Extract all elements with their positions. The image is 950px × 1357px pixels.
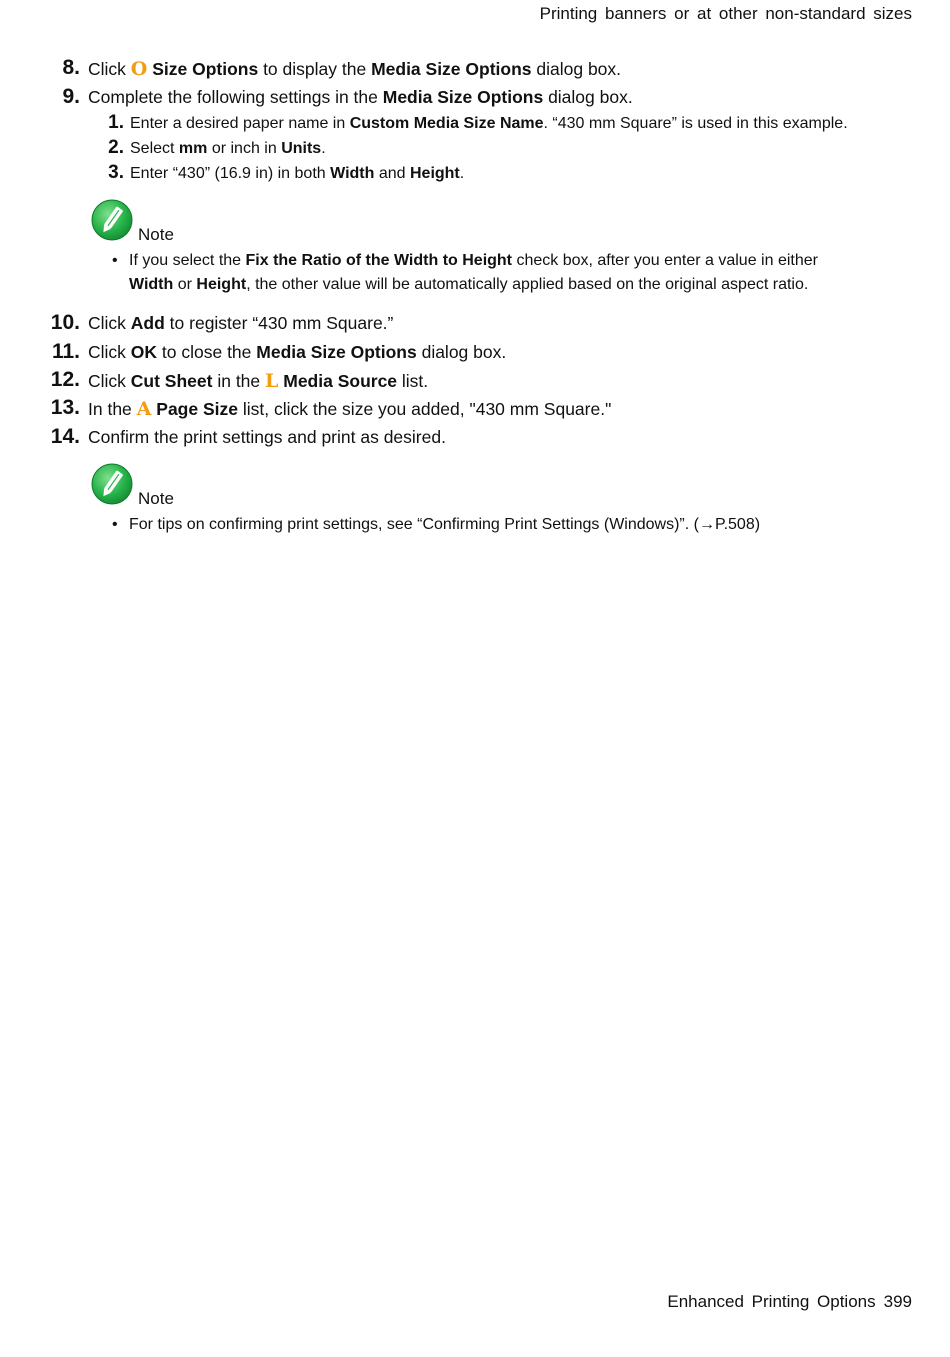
step-12 bbox=[0, 370, 950, 398]
text: dialog box. bbox=[531, 59, 622, 79]
text: Complete the following settings in the bbox=[88, 87, 383, 107]
media-source-callout-icon: L bbox=[265, 370, 279, 392]
ui-term: Fix the Ratio of the Width to Height bbox=[245, 252, 513, 269]
page-size-callout-icon: A bbox=[136, 398, 152, 420]
text: Enter a desired paper name in bbox=[130, 115, 350, 132]
ui-term: mm bbox=[178, 140, 208, 157]
text: list, click the size you added, "430 mm Square." bbox=[238, 399, 612, 419]
note-label: Note bbox=[138, 489, 174, 508]
text: Click bbox=[88, 313, 131, 333]
pencil-note-icon bbox=[91, 199, 133, 241]
running-header: Printing banners or at other non-standard sizes bbox=[539, 4, 912, 23]
step-number: 14. bbox=[50, 425, 80, 448]
text: Click bbox=[88, 342, 131, 362]
step-8 bbox=[0, 58, 950, 86]
text: . bbox=[321, 140, 326, 157]
step-14 bbox=[0, 427, 950, 455]
text: Click bbox=[88, 59, 131, 79]
footer-section: Enhanced Printing Options bbox=[667, 1292, 876, 1311]
text: list. bbox=[397, 371, 429, 391]
text: , the other value will be automatically applied based on the original aspect ratio. bbox=[246, 276, 809, 293]
text: dialog box. bbox=[416, 342, 507, 362]
ui-term: Add bbox=[130, 313, 165, 333]
pencil-note-icon bbox=[91, 463, 133, 505]
step-text bbox=[88, 342, 506, 363]
text: . “430 mm Square” is used in this example. bbox=[543, 115, 848, 132]
text: check box, after you enter a value in either bbox=[512, 252, 818, 269]
step-text: Confirm the print settings and print as desired. bbox=[88, 427, 446, 447]
ui-term: Media Size Options bbox=[371, 59, 532, 79]
text: Select bbox=[130, 140, 179, 157]
step-number: 13. bbox=[50, 396, 80, 419]
step-text bbox=[88, 313, 393, 334]
substep-1 bbox=[0, 112, 950, 140]
text: Enter “430” (16.9 in) in both bbox=[130, 165, 331, 182]
text: to close the bbox=[157, 342, 257, 362]
step-number: 8. bbox=[62, 56, 80, 79]
step-text bbox=[88, 370, 428, 392]
bullet-mark: • bbox=[112, 516, 118, 533]
note-text bbox=[129, 513, 869, 537]
text: For tips on confirming print settings, see “Confirming Print Settings (Windows)”. (→P.508) bbox=[129, 516, 761, 533]
text: Click bbox=[88, 371, 131, 391]
ui-term: Size Options bbox=[152, 59, 259, 79]
substep-text bbox=[130, 165, 464, 183]
substep-2 bbox=[0, 137, 950, 165]
step-13 bbox=[0, 398, 950, 426]
step-10 bbox=[0, 313, 950, 341]
size-options-callout-icon: O bbox=[130, 58, 148, 80]
note-text bbox=[129, 249, 869, 297]
step-text bbox=[88, 87, 633, 108]
step-11 bbox=[0, 342, 950, 370]
text: dialog box. bbox=[543, 87, 633, 107]
substep-number: 2. bbox=[108, 137, 124, 158]
ui-term: OK bbox=[130, 342, 158, 362]
step-9 bbox=[0, 87, 950, 115]
ui-term: Cut Sheet bbox=[130, 371, 213, 391]
step-text bbox=[88, 398, 611, 420]
text: and bbox=[374, 165, 410, 182]
substep-3 bbox=[0, 162, 950, 190]
substep-number: 3. bbox=[108, 162, 124, 183]
ui-term: Width bbox=[330, 165, 375, 182]
ui-term: Height bbox=[409, 165, 460, 182]
page-number: 399 bbox=[883, 1292, 912, 1311]
text: In the bbox=[88, 399, 137, 419]
text: If you select the bbox=[129, 252, 246, 269]
ui-term: Media Size Options bbox=[382, 87, 544, 107]
ui-term: Width bbox=[129, 276, 174, 293]
text: or inch in bbox=[207, 140, 282, 157]
ui-term: Media Source bbox=[283, 371, 398, 391]
ui-term: Custom Media Size Name bbox=[349, 115, 544, 132]
text: or bbox=[173, 276, 197, 293]
text: to register “430 mm Square.” bbox=[164, 313, 394, 333]
step-number: 9. bbox=[62, 85, 80, 108]
text: to display the bbox=[258, 59, 372, 79]
step-number: 10. bbox=[50, 311, 80, 334]
text: . bbox=[459, 165, 465, 182]
ui-term: Media Size Options bbox=[256, 342, 417, 362]
ui-term: Height bbox=[196, 276, 247, 293]
page-footer bbox=[667, 1292, 912, 1312]
bullet-mark: • bbox=[112, 252, 118, 269]
substep-text bbox=[130, 140, 326, 158]
ui-term: Units bbox=[281, 140, 322, 157]
text: in the bbox=[212, 371, 266, 391]
step-text bbox=[88, 58, 621, 80]
substep-text bbox=[130, 115, 848, 133]
ui-term: Page Size bbox=[156, 399, 238, 419]
step-number: 12. bbox=[50, 368, 80, 391]
substep-number: 1. bbox=[108, 112, 124, 133]
note-label: Note bbox=[138, 225, 174, 244]
step-number: 11. bbox=[51, 340, 80, 363]
